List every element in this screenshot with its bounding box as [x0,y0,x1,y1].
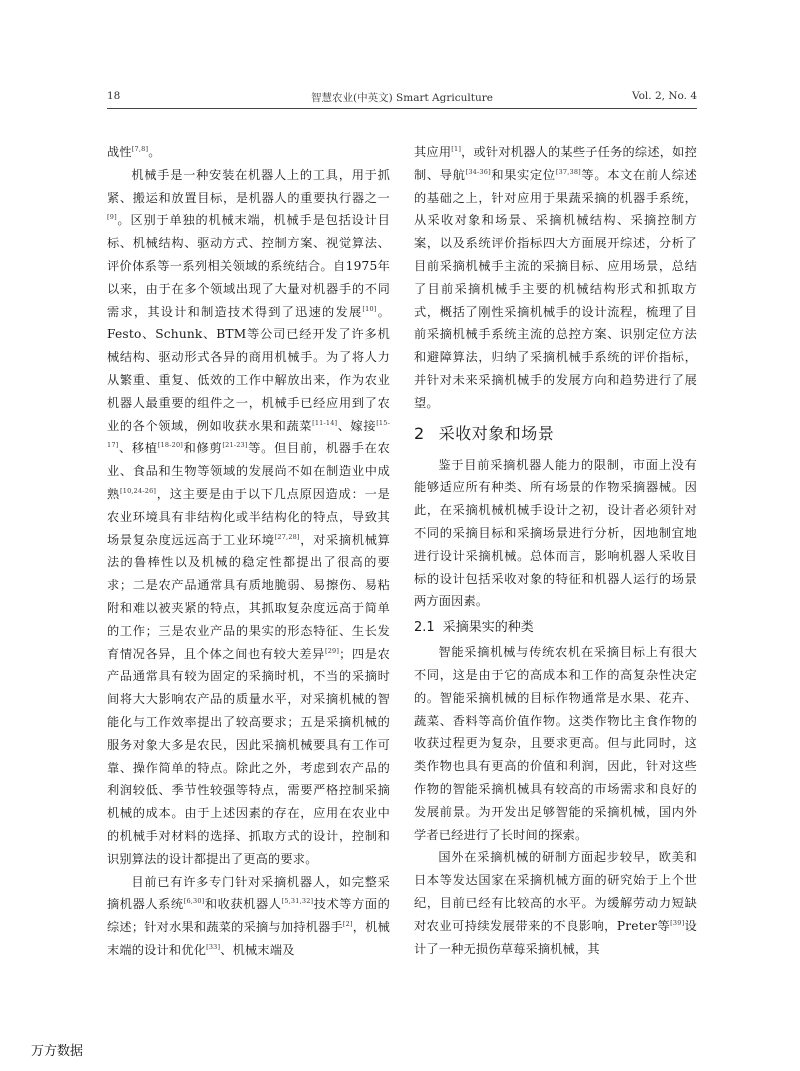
text-run: 等。本文在前人综述的基础之上，针对应用于果蔬采摘的机器手系统，从采收对象和场景、采摘机械结构、采摘控制方案，以及系统评价指标四大方面展开综述，分析了目前采摘机械手主流的采摘目标、应用场景，总结了目前采摘机械手主要的机械结构形式和抓取方式，概括了刚性采摘机械手的设计流程，梳理了目前采摘机械手系统主流的总控方案、识别定位方法和避障算法，归纳了采摘机械手系统的评价指标，并针对未来采摘机械手的发展方向和趋势进行了展望。 [414,167,697,410]
text-run: 、嫁接 [337,418,377,433]
text-run: ，这主要是由于以下几点原因造成：一是农业环境具有非结构化或半结构化的特点，导致其场景复杂度远远高于工业环境 [107,486,390,547]
citation: [9] [107,213,117,222]
citation: [10,24-26] [120,486,157,495]
watermark-text: 万方数据 [31,1044,84,1059]
citation: [33] [206,942,221,951]
left-column [107,141,390,962]
subsection-number: 2.1 [414,620,435,636]
text-run: 战性 [107,145,132,159]
citation: [29] [324,646,340,655]
section-heading [414,421,697,447]
text-run: 目前已有许多专门针对采摘机器人，如完整采摘机器人系统 [107,874,390,912]
text-run: 其应用 [414,145,452,159]
citation: [27,28] [274,532,300,541]
citation: [10] [362,304,377,313]
paragraph-section-intro: 鉴于目前采摘机器人能力的限制，市面上没有能够适应所有种类、所有场景的作物采摘器械。因此，在采摘机械机械手设计之初，设计者必须针对不同的采摘目标和采摘场景进行分析，因地制宜地进行设计采摘机械。总体而言，影响机器人采收目标的设计包括采收对象的特征和机器人运行的场景两方面因素。 [414,457,697,609]
text-run: 技术等方面的综述；针对水果和蔬菜的采摘与加持机器手 [107,897,390,935]
paragraph-continuation [107,141,390,164]
paragraph-fruit-types: 智能采摘机械与传统农机在采摘目标上有很大不同，这是由于它的高成本和工作的高复杂性决定的。智能采摘机械的目标作物通常是水果、花卉、蔬菜、香料等高价值作物。这类作物比主食作物的收获过程更为复杂，且要求更高。但与此同时，这类作物也具有更高的价值和利润，因此，针对这些作物的智能采摘机械具有较高的市场需求和良好的发展前景。为开发出足够智能的采摘机械，国内外学者已经进行了长时间的探索。 [414,645,697,842]
text-run: 、移植 [118,441,158,456]
volume-issue: Vol. 2, No. 4 [631,90,697,102]
page-number: 18 [107,90,121,102]
subsection-heading [414,617,697,639]
text-run: 和修剪 [183,441,223,456]
citation: [34-36] [465,167,491,176]
text-run: 。 [148,145,161,159]
text-run: 国外在采摘机械的研制方面起步较早，欧美和日本等发达国家在采摘机械方面的研究始于上个世纪，目前已经有比较高的水平。为缓解劳动力短缺对农业可持续发展带来的不良影响，Preter等 [414,850,697,933]
citation: [18-20] [157,441,184,450]
running-header [107,90,697,108]
citation: [6,30] [183,897,205,906]
header-rule [107,108,697,109]
subsection-title: 采摘果实的种类 [442,620,534,636]
text-run: ；四是农产品通常具有较为固定的采摘时机，不当的采摘时间将大大影响农产品的质量水平，对采摘机械的智能化与工作效率提出了较高要求；五是采摘机械的服务对象大多是农民，因此采摘机械要具有工作可靠、操作简单的特点。除此之外，考虑到农产品的利润较低、季节性较强等特点，需要严格控制采摘机械的成本。由于上述因素的存在，应用在农业中的机械手对材料的选择、抓取方式的设计，控制和识别算法的设计都提出了更高的要求。 [107,646,390,866]
text-run: 和果实定位 [490,167,556,182]
right-column [414,141,697,960]
citation: [1] [451,144,462,153]
journal-title: 智慧农业(中英文) Smart Agriculture [311,92,493,104]
paragraph-review-scope [414,141,697,415]
section-title: 采收对象和场景 [438,423,555,443]
citation: [7,8] [131,144,149,153]
section-number: 2 [414,423,425,443]
citation: [37,38] [555,167,581,176]
citation: [5,31,32] [281,897,314,906]
text-run: 设计了一种无损伤草莓采摘机械，其 [414,918,698,956]
paragraph-manipulator-intro [107,164,390,871]
text-run: 和收获机器人 [204,897,282,912]
citation: [39] [670,918,685,927]
text-run: ，机械末端的设计和优化 [107,920,390,957]
paragraph-foreign-research [414,846,697,960]
text-run: ，对采摘机械算法的鲁棒性以及机械的稳定性都提出了很高的要求；二是农产品通常具有质地脆弱、易擦伤、易粘附和难以被夹紧的特点，其抓取复杂度远高于简单的工作；三是农业产品的果实的形态特征、生长发育情况各异，且个体之间也有较大差异 [107,532,390,661]
citation: [11-14] [312,418,338,427]
text-run: 、机械末端及 [220,942,295,957]
text-run: ，或针对机器人的某些子任务的综述，如控制、导航 [414,145,697,182]
paragraph-existing-reviews [107,871,390,962]
citation: [21-23] [222,441,248,450]
text-run: 等。但目前，机器手在农业、食品和生物等领域的发展尚不如在制造业中成熟 [107,441,390,501]
text-run: 。Festo、Schunk、BTM等公司已经开发了许多机械结构、驱动形式各异的商用机械手。为了将人力从繁重、重复、低效的工作中解放出来，作为农业机器人最重要的组件之一，机械手已经应用到了农业的各个领域，例如收获水果和蔬菜 [107,304,390,433]
citation: [15-17] [107,418,390,450]
text-run: 机械手是一种安装在机器人上的工具，用于抓紧、搬运和放置目标，是机器人的重要执行器之一 [107,167,390,205]
text-run: 。区别于单独的机械末端，机械手是包括设计目标、机械结构、驱动方式、控制方案、视觉算法、评价体系等一系列相关领域的系统结合。自1975年以来，由于在多个领域出现了大量对机器手的不同需求，其设计和制造技术得到了迅速的发展 [107,213,390,319]
citation: [2] [342,920,353,929]
